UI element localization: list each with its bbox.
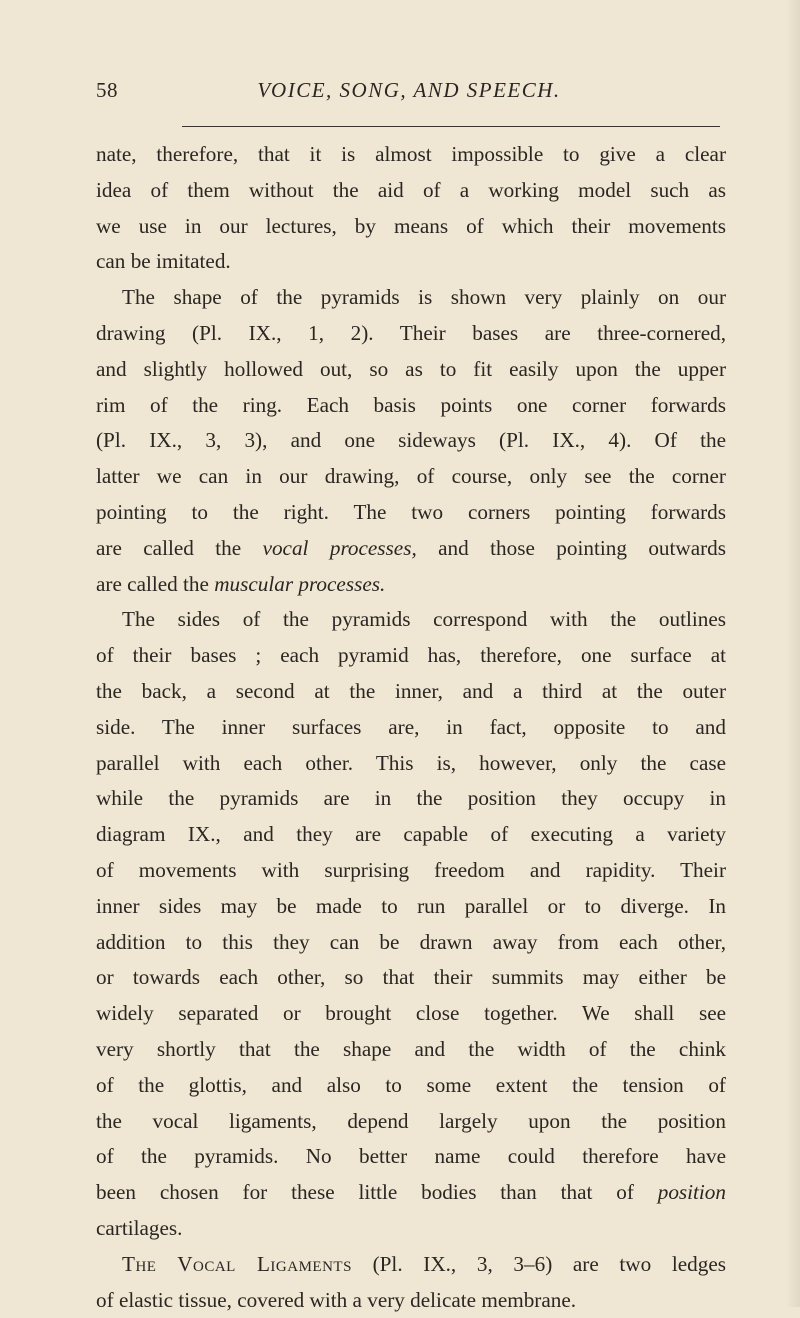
page-number: 58 — [96, 78, 118, 103]
term-muscular-processes: muscular processes. — [214, 572, 385, 596]
text-line: idea of them without the aid of a working model such as — [96, 173, 726, 209]
text-line: of the pyramids. No better name could therefore have — [96, 1139, 726, 1175]
text-line: inner sides may be made to run parallel or to diverge. In — [96, 889, 726, 925]
page-edge-shadow — [786, 0, 800, 1307]
header-rule — [182, 126, 720, 127]
section-heading-vocal-ligaments: The Vocal Ligaments — [122, 1252, 352, 1276]
term-vocal-processes: vocal processes, — [263, 536, 417, 560]
text-line — [96, 531, 726, 567]
text-line: of their bases ; each pyramid has, therefore, one surface at — [96, 638, 726, 674]
body-text — [96, 137, 726, 1318]
text-line: cartilages. — [96, 1211, 726, 1247]
text-line: we use in our lectures, by means of which their movements — [96, 209, 726, 245]
text-line: can be imitated. — [96, 244, 726, 280]
text-line: the vocal ligaments, depend largely upon the position — [96, 1104, 726, 1140]
text-line: addition to this they can be drawn away from each other, — [96, 925, 726, 961]
text-line: (Pl. IX., 3, 3), and one sideways (Pl. IX., 4). Of the — [96, 423, 726, 459]
text-line: parallel with each other. This is, however, only the case — [96, 746, 726, 782]
running-title: VOICE, SONG, AND SPEECH. — [96, 78, 722, 103]
text-line — [96, 1247, 726, 1283]
text-run: are called the — [96, 536, 263, 560]
text-line: diagram IX., and they are capable of executing a variety — [96, 817, 726, 853]
text-line: latter we can in our drawing, of course, only see the corner — [96, 459, 726, 495]
text-line: the back, a second at the inner, and a third at the outer — [96, 674, 726, 710]
text-line: pointing to the right. The two corners pointing forwards — [96, 495, 726, 531]
text-line: while the pyramids are in the position they occupy in — [96, 781, 726, 817]
text-line: of movements with surprising freedom and rapidity. Their — [96, 853, 726, 889]
text-line: or towards each other, so that their summits may either be — [96, 960, 726, 996]
text-line: of elastic tissue, covered with a very delicate membrane. — [96, 1283, 726, 1318]
text-line: drawing (Pl. IX., 1, 2). Their bases are three-cornered, — [96, 316, 726, 352]
page-header — [96, 78, 722, 112]
text-line: very shortly that the shape and the width of the chink — [96, 1032, 726, 1068]
text-line — [96, 1175, 726, 1211]
text-line: and slightly hollowed out, so as to fit easily upon the upper — [96, 352, 726, 388]
text-line: rim of the ring. Each basis points one corner forwards — [96, 388, 726, 424]
text-line: of the glottis, and also to some extent the tension of — [96, 1068, 726, 1104]
text-line: The sides of the pyramids correspond with the outlines — [96, 602, 726, 638]
text-line: nate, therefore, that it is almost impossible to give a clear — [96, 137, 726, 173]
term-position: position — [658, 1180, 726, 1204]
text-line: The shape of the pyramids is shown very plainly on our — [96, 280, 726, 316]
text-run: (Pl. IX., 3, 3–6) are two ledges — [352, 1252, 726, 1276]
text-line: widely separated or brought close together. We shall see — [96, 996, 726, 1032]
text-run: are called the — [96, 572, 214, 596]
text-run: been chosen for these little bodies than that of — [96, 1180, 658, 1204]
text-run: and those pointing outwards — [417, 536, 726, 560]
text-line: side. The inner surfaces are, in fact, opposite to and — [96, 710, 726, 746]
text-line — [96, 567, 726, 603]
